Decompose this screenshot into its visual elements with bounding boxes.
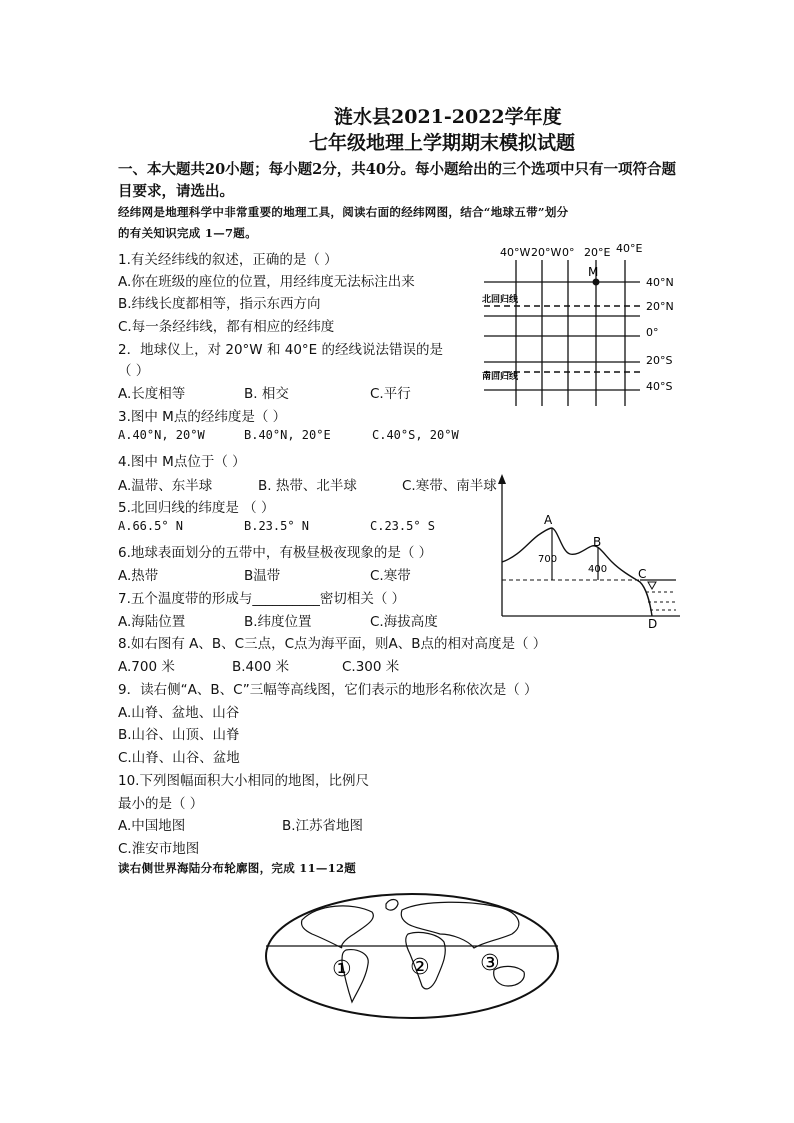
map-intro-text: 读右侧世界海陆分布轮廓图，完成 11—12题 — [118, 861, 357, 875]
world-map-figure — [262, 890, 562, 1022]
terrain-profile-figure — [490, 470, 690, 630]
question-3-option-b: B.40°N, 20°E — [244, 428, 331, 442]
question-5-option-a: A.66.5° N — [118, 519, 184, 533]
question-6-option-b: B温带 — [244, 568, 281, 584]
ocean-label-1: ① — [332, 957, 352, 982]
question-10-stem-cont: 最小的是（ ） — [118, 796, 204, 812]
question-7-option-b: B.纬度位置 — [244, 614, 312, 630]
y-axis-arrow — [498, 474, 506, 484]
question-2-option-a: A.长度相等 — [118, 386, 186, 402]
lon-label-40e: 40°E — [616, 242, 643, 255]
lat-label-20s: 20°S — [646, 354, 673, 367]
water-level-marker-icon — [648, 582, 656, 589]
question-1-option-b: B.纬线长度都相等，指示东西方向 — [118, 296, 321, 312]
intro-text: 经纬网是地理科学中非常重要的地理工具，阅读右面的经纬网图，结合“地球五带”划分 — [118, 205, 569, 219]
latlon-grid-figure — [470, 238, 690, 410]
a-height-value: 700 — [538, 554, 558, 565]
question-9-stem: 9．读右侧“A、B、C”三幅等高线图，它们表示的地形名称依次是（ ） — [118, 682, 538, 698]
lon-label-20e: 20°E — [584, 246, 611, 259]
question-10-stem: 10.下列图幅面积大小相同的地图，比例尺 — [118, 773, 369, 789]
question-3-option-c: C.40°S, 20°W — [372, 428, 459, 442]
question-9-option-b: B.山谷、山顶、山脊 — [118, 727, 240, 743]
question-9-option-a: A.山脊、盆地、山谷 — [118, 705, 240, 721]
question-7-option-a: A.海陆位置 — [118, 614, 186, 630]
tropic-north-label: 北回归线 — [482, 295, 519, 305]
tropic-south-label: 南回归线 — [482, 372, 519, 382]
point-d-label: D — [648, 617, 658, 630]
question-7-option-c: C.海拔高度 — [370, 614, 438, 630]
question-3-option-a: A.40°N, 20°W — [118, 428, 205, 442]
terrain-profile-line — [502, 528, 652, 616]
lat-label-40n: 40°N — [646, 276, 674, 289]
question-2-option-b: B. 相交 — [244, 386, 289, 402]
question-4-stem: 4.图中 M点位于（ ） — [118, 454, 246, 470]
question-6-option-a: A.热带 — [118, 568, 159, 584]
lon-label-40w: 40°W — [500, 246, 531, 259]
lat-label-20n: 20°N — [646, 300, 674, 313]
question-10-option-c: C.淮安市地图 — [118, 841, 200, 857]
question-4-option-b: B. 热带、北半球 — [258, 478, 357, 494]
question-5-option-c: C.23.5° S — [370, 519, 436, 533]
section-heading: 一、本大题共20小题；每小题2分，共40分。每小题给出的三个选项中只有一项符合题 — [118, 161, 676, 178]
ocean-label-2: ② — [410, 955, 430, 980]
question-1-option-c: C.每一条经纬线，都有相应的经纬度 — [118, 319, 335, 335]
question-8-option-a: A.700 米 — [118, 659, 175, 675]
question-2-blank: （ ） — [118, 363, 150, 379]
lat-label-40s: 40°S — [646, 380, 673, 393]
question-5-option-b: B.23.5° N — [244, 519, 310, 533]
question-4-option-a: A.温带、东半球 — [118, 478, 213, 494]
question-3-stem: 3.图中 M点的经纬度是（ ） — [118, 409, 287, 425]
lat-label-0: 0° — [646, 326, 659, 339]
intro-text-cont: 的有关知识完成 1—7题。 — [118, 226, 257, 240]
question-4-option-c: C.寒带、南半球 — [402, 478, 497, 494]
point-a-label: A — [544, 513, 553, 527]
question-8-option-b: B.400 米 — [232, 659, 290, 675]
question-2-option-c: C.平行 — [370, 386, 411, 402]
question-6-option-c: C.寒带 — [370, 568, 411, 584]
question-5-stem: 5.北回归线的纬度是 （ ） — [118, 500, 275, 516]
title-line-2: 七年级地理上学期期末模拟试题 — [309, 132, 576, 154]
point-m-label: M — [588, 265, 599, 279]
question-8-stem: 8.如右图有 A、B、C三点，C点为海平面，则A、B点的相对高度是（ ） — [118, 636, 547, 652]
lon-label-0: 0° — [562, 246, 575, 259]
ocean-label-3: ③ — [480, 951, 500, 976]
point-b-label: B — [593, 535, 602, 549]
question-9-option-c: C.山脊、山谷、盆地 — [118, 750, 240, 766]
section-heading-cont: 目要求，请选出。 — [118, 183, 234, 200]
question-10-option-b: B.江苏省地图 — [282, 818, 364, 834]
question-2-stem: 2．地球仪上，对 20°W 和 40°E 的经线说法错误的是 — [118, 342, 443, 358]
lon-label-20w: 20°W — [531, 246, 562, 259]
title-line-1: 涟水县2021-2022学年度 — [334, 106, 562, 128]
question-6-stem: 6.地球表面划分的五带中，有极昼极夜现象的是（ ） — [118, 545, 433, 561]
question-1-option-a: A.你在班级的座位的位置，用经纬度无法标注出来 — [118, 274, 415, 290]
point-m — [593, 279, 600, 286]
b-height-value: 400 — [588, 564, 608, 575]
question-1-stem: 1.有关经纬线的叙述，正确的是（ ） — [118, 252, 338, 268]
question-7-stem: 7.五个温度带的形成与__________密切相关（ ） — [118, 591, 406, 607]
question-10-option-a: A.中国地图 — [118, 818, 186, 834]
question-8-option-c: C.300 米 — [342, 659, 400, 675]
point-c-label: C — [638, 567, 647, 581]
